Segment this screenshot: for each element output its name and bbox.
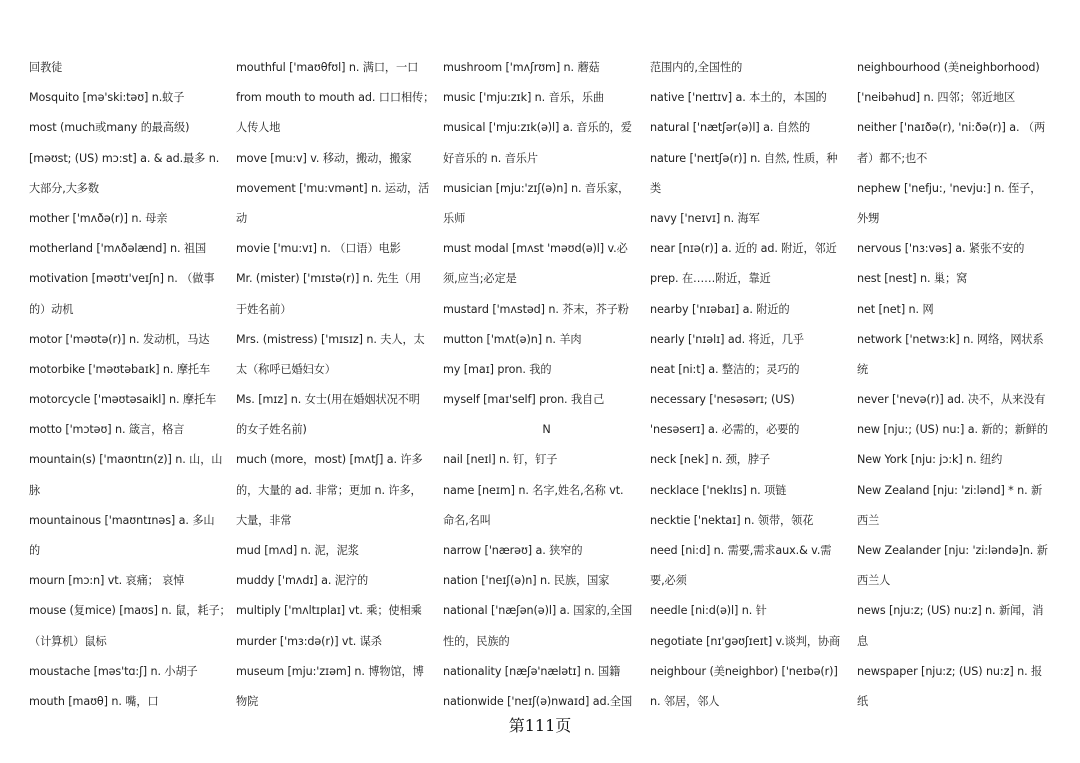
entry-line: mountain(s) ['maʊntɪn(z)] n. 山，山 — [29, 453, 223, 467]
entry-line: （计算机）鼠标 — [29, 634, 107, 648]
entry-line: 的女子姓名前) — [236, 423, 307, 437]
entry-line: [məʊst; (US) mɔ:st] a. & ad.最多 n. — [29, 151, 220, 165]
entry-line: 太（称呼已婚妇女） — [236, 362, 336, 376]
entry-line: nationwide ['neɪʃ(ə)nwaɪd] ad.全国 — [443, 694, 633, 708]
entry-line: from mouth to mouth ad. 口口相传； — [236, 91, 435, 105]
entry-line: mustard ['mʌstəd] n. 芥末，芥子粉 — [443, 302, 629, 316]
entry-line: negotiate [nɪ'gəʊʃɪeɪt] v.谈判，协商 — [650, 634, 841, 648]
entry-line: mouth [maʊθ] n. 嘴，口 — [29, 694, 159, 708]
entry-line: musical ['mju:zɪk(ə)l] a. 音乐的，爱 — [443, 121, 632, 135]
entry-line: motivation [məʊtɪ'veɪʃn] n. （做事 — [29, 272, 215, 286]
entry-line: musician [mju:'zɪʃ(ə)n] n. 音乐家， — [443, 181, 630, 195]
entry-line: 性的，民族的 — [443, 634, 510, 648]
entry-line: motorbike ['məʊtəbaɪk] n. 摩托车 — [29, 362, 211, 376]
section-letter: N — [542, 423, 551, 437]
entry-line: neat [ni:t] a. 整洁的；灵巧的 — [650, 362, 800, 376]
word-column-3 — [443, 53, 650, 717]
entry-line: must modal [mʌst 'məʊd(ə)l] v.必 — [443, 242, 628, 256]
entry-line: never ['nevə(r)] ad. 决不，从来没有 — [857, 393, 1046, 407]
word-column-5 — [857, 53, 1064, 717]
entry-line: 的）动机 — [29, 302, 74, 316]
entry-line: 大部分,大多数 — [29, 181, 99, 195]
entry-line: 西兰 — [857, 513, 880, 527]
entry-line: narrow ['nærəʊ] a. 狭窄的 — [443, 544, 583, 557]
entry-line: 息 — [857, 634, 869, 648]
entry-line: motorcycle ['məʊtəsaikl] n. 摩托车 — [29, 393, 217, 407]
entry-line: nearly ['nɪəlɪ] ad. 将近，几乎 — [650, 332, 804, 346]
entry-line: natural ['nætʃər(ə)l] a. 自然的 — [650, 121, 811, 135]
entry-line: 人传人地 — [236, 121, 281, 135]
entry-line: 西兰人 — [857, 574, 891, 588]
entry-line: moustache [məs'tɑ:ʃ] n. 小胡子 — [29, 664, 198, 678]
entry-line: Mosquito [mə'ski:təʊ] n.蚊子 — [29, 91, 185, 105]
entry-line: necktie ['nektaɪ] n. 领带，领花 — [650, 513, 814, 527]
entry-line: 好音乐的 n. 音乐片 — [443, 151, 538, 165]
entry-line: network ['netwɜ:k] n. 网络，网状系 — [857, 332, 1044, 346]
page-number: 第111页 — [508, 716, 572, 735]
entry-line: necklace ['neklɪs] n. 项链 — [650, 483, 787, 497]
word-column-1 — [29, 53, 236, 717]
entry-line: motor ['məʊtə(r)] n. 发动机，马达 — [29, 332, 210, 346]
entry-line: national ['næʃən(ə)l] a. 国家的,全国 — [443, 604, 633, 618]
word-column-4 — [650, 53, 857, 717]
entry-line: n. 邻居，邻人 — [650, 694, 720, 708]
entry-line: 范围内的,全国性的 — [650, 61, 743, 74]
entry-line: nearby ['nɪəbaɪ] a. 附近的 — [650, 302, 790, 316]
entry-line: name [neɪm] n. 名字,姓名,名称 vt. — [443, 483, 624, 497]
entry-line: mud [mʌd] n. 泥，泥浆 — [236, 544, 359, 557]
entry-line: 大量，非常 — [236, 513, 292, 527]
entry-line: muddy ['mʌdɪ] a. 泥泞的 — [236, 574, 369, 588]
entry-line: 的，大量的 ad. 非常；更加 n. 许多， — [236, 483, 422, 497]
entry-line: net [net] n. 网 — [857, 302, 934, 316]
entry-line: necessary ['nesəsərɪ; (US) — [650, 393, 795, 407]
entry-line: 类 — [650, 181, 662, 195]
entry-line: nature ['neɪtʃə(r)] n. 自然, 性质，种 — [650, 151, 838, 165]
entry-line: nest [nest] n. 巢；窝 — [857, 272, 968, 286]
entry-line: navy ['neɪvɪ] n. 海军 — [650, 211, 760, 225]
entry-line: motto ['mɔtəʊ] n. 箴言，格言 — [29, 423, 185, 437]
entry-line: most (much或many 的最高级) — [29, 121, 190, 135]
entry-line: mouthful ['maʊθfʊl] n. 满口，一口 — [236, 61, 419, 74]
entry-line: New Zealand [nju: 'zi:lənd] * n. 新 — [857, 483, 1043, 497]
entry-line: near [nɪə(r)] a. 近的 ad. 附近，邻近 — [650, 242, 837, 256]
entry-line: movie ['mu:vɪ] n. （口语）电影 — [236, 242, 401, 256]
entry-line: 须,应当;必定是 — [443, 272, 517, 286]
entry-line: 物院 — [236, 694, 259, 708]
entry-line: New Zealander [nju: 'zi:ləndə]n. 新 — [857, 544, 1048, 557]
entry-line: 统 — [857, 362, 869, 376]
entry-line: 外甥 — [857, 211, 880, 225]
entry-line: 命名,名叫 — [443, 513, 491, 527]
entry-line: movement ['mu:vmənt] n. 运动，活 — [236, 181, 430, 195]
entry-line: Ms. [mɪz] n. 女士(用在婚姻状况不明 — [236, 393, 420, 407]
entry-line: 回教徒 — [29, 61, 63, 74]
entry-line: New York [nju: jɔ:k] n. 纽约 — [857, 453, 1003, 467]
entry-line: 的 — [29, 544, 41, 557]
entry-line: motherland ['mʌðəlænd] n. 祖国 — [29, 242, 207, 256]
entry-line: museum [mju:'zɪəm] n. 博物馆，博 — [236, 664, 424, 678]
entry-line: news [nju:z; (US) nu:z] n. 新闻，消 — [857, 604, 1044, 618]
entry-line: nephew ['nefju:, 'nevju:] n. 侄子， — [857, 181, 1042, 195]
entry-line: nationality [næʃə'nælətɪ] n. 国籍 — [443, 664, 621, 678]
entry-line: 乐师 — [443, 211, 466, 225]
entry-line: 者）都不;也不 — [857, 151, 928, 165]
word-column-2 — [236, 53, 443, 717]
entry-line: nation ['neɪʃ(ə)n] n. 民族，国家 — [443, 574, 610, 588]
entry-line: 'nesəserɪ] a. 必需的，必要的 — [650, 423, 800, 437]
entry-line: mountainous ['maʊntɪnəs] a. 多山 — [29, 513, 215, 527]
entry-line: much (more，most) [mʌtʃ] a. 许多 — [236, 453, 423, 467]
entry-line: mouse (复mice) [maʊs] n. 鼠，耗子； — [29, 604, 231, 618]
entry-line: music ['mju:zɪk] n. 音乐，乐曲 — [443, 91, 605, 105]
entry-line: prep. 在……附近，靠近 — [650, 272, 771, 286]
entry-line: 脉 — [29, 483, 41, 497]
entry-line: move [mu:v] v. 移动，搬动，搬家 — [236, 151, 412, 165]
entry-line: mother ['mʌðə(r)] n. 母亲 — [29, 211, 168, 225]
entry-line: 要,必须 — [650, 574, 687, 588]
entry-line: native ['neɪtɪv] a. 本土的，本国的 — [650, 91, 827, 105]
entry-line: myself [maɪ'self] pron. 我自己 — [443, 393, 605, 407]
entry-line: newspaper [nju:z; (US) nu:z] n. 报 — [857, 664, 1043, 678]
entry-line: 动 — [236, 211, 248, 225]
entry-line: mutton ['mʌt(ə)n] n. 羊肉 — [443, 332, 582, 346]
entry-line: multiply ['mʌltɪplaɪ] vt. 乘；使相乘 — [236, 604, 422, 618]
entry-line: need [ni:d] n. 需要,需求aux.& v.需 — [650, 544, 832, 557]
entry-line: 纸 — [857, 694, 869, 708]
word-list-columns — [29, 53, 1054, 717]
entry-line: ['neibəhud] n. 四邻；邻近地区 — [857, 91, 1016, 105]
entry-line: new [nju:; (US) nu:] a. 新的；新鲜的 — [857, 423, 1048, 437]
entry-line: Mr. (mister) ['mɪstə(r)] n. 先生（用 — [236, 272, 421, 286]
entry-line: murder ['mɜ:də(r)] vt. 谋杀 — [236, 634, 382, 648]
entry-line: my [maɪ] pron. 我的 — [443, 362, 552, 376]
entry-line: neighbour (美neighbor) ['neɪbə(r)] — [650, 664, 838, 678]
entry-line: neither ['naɪðə(r), 'ni:ðə(r)] a. （两 — [857, 121, 1046, 135]
entry-line: 于姓名前） — [236, 302, 292, 316]
entry-line: Mrs. (mistress) ['mɪsɪz] n. 夫人，太 — [236, 332, 425, 346]
entry-line: neck [nek] n. 颈，脖子 — [650, 453, 771, 467]
entry-line: needle [ni:d(ə)l] n. 针 — [650, 604, 767, 618]
entry-line: nervous ['nɜ:vəs] a. 紧张不安的 — [857, 242, 1025, 256]
entry-line: nail [neɪl] n. 钉，钉子 — [443, 453, 558, 467]
entry-line: mourn [mɔ:n] vt. 哀痛； 哀悼 — [29, 574, 185, 588]
entry-line: neighbourhood (美neighborhood) — [857, 61, 1040, 74]
entry-line: mushroom ['mʌʃrʊm] n. 蘑菇 — [443, 61, 600, 74]
